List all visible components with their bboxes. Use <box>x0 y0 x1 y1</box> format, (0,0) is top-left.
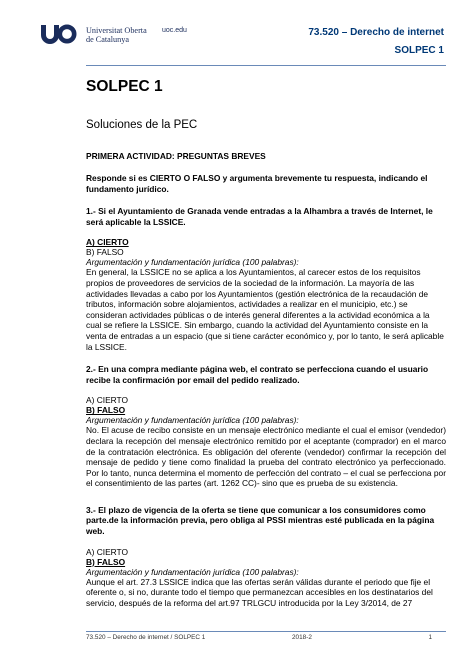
option-b: B) FALSO <box>86 247 124 258</box>
option-a: A) CIERTO <box>86 395 129 406</box>
site-link[interactable]: uoc.edu <box>162 27 187 34</box>
option-a-selected: A) CIERTO <box>86 237 129 248</box>
page-footer <box>86 634 446 648</box>
course-title: 73.520 – Derecho de internet <box>308 27 444 38</box>
university-name <box>86 26 147 44</box>
uoc-logo-icon <box>40 24 80 44</box>
answer-text: Aunque el art. 27.3 LSSICE indica que las ofertas serán válidas durante el periodo que fije el oferente o, si no, durante todo el tiempo que permanezcan accesibles en los destinatarios del servicio, después de la reforma del art.97 TRLGCU introducida por la Ley 3/2014, de 27 <box>86 576 433 608</box>
question-text: 1.- Si el Ayuntamiento de Granada vende entradas a la Alhambra a través de Internet, le será aplicable la LSSICE. <box>86 206 433 227</box>
footer-semester: 2018-2 <box>292 634 312 641</box>
question-block <box>86 206 446 352</box>
question-block <box>86 364 446 489</box>
footer-course: 73.520 – Derecho de internet / SOLPEC 1 <box>86 634 206 641</box>
university-line-2: de Catalunya <box>86 35 129 44</box>
option-b-selected: B) FALSO <box>86 405 126 416</box>
document-title: SOLPEC 1 <box>86 78 163 95</box>
document-body <box>86 70 446 608</box>
answer-text: No. El acuse de recibo consiste en un mensaje electrónico mediante el cual el emisor (vendedor) declara la recepción del mensaje electrónico remitido por el aceptante (comprador) en el marco de la contratación electrónica. Es obligación del oferente (vendedor) confirmar la recepción del mensaje de pedido y tiene como finalidad la prueba del contrato electrónico ya perfeccionado. Por lo tanto, nunca determina el momento de perfección del contrato – el cual se perfecciona por el consentimiento de las partes (art. 1262 CC)- sino que es prueba de su existencia. <box>86 425 446 489</box>
question-text: 3.- El plazo de vigencia de la oferta se tiene que comunicar a los consumidores como parte.de la información previa, pero obliga al PSSI mientras esté publicada en la página web. <box>86 504 435 537</box>
page-number: 1 <box>428 634 432 641</box>
answer-text: En general, la LSSICE no se aplica a los Ayuntamientos, al carecer estos de los requisitos propios de proveedores de servicios de la sociedad de la información. La mayoría de las actividades llevadas a cabo por los Ayuntamientos (gestión electrónica de la recaudación de tributos, información sobre alojamientos, actividades a realizar en el municipio, etc.) se consideran actividades públicas o de interés general diferentes a la actividad económica a la cual se refiere la LSSICE. Sin embargo, cuando la actividad del Ayuntamiento consiste en la venta de entradas a un espacio (que si tiene carácter económico y, por lo tanto, le será aplicable la LSSICE. <box>86 267 444 352</box>
question-block <box>86 505 446 609</box>
argument-label: Argumentación y fundamentación jurídica (100 palabras): <box>86 257 299 268</box>
argument-label: Argumentación y fundamentación jurídica (100 palabras): <box>86 566 299 577</box>
doc-code: SOLPEC 1 <box>394 45 444 56</box>
option-a: A) CIERTO <box>86 546 129 557</box>
section-heading: PRIMERA ACTIVIDAD: PREGUNTAS BREVES <box>86 151 266 161</box>
uoc-logo <box>40 24 80 44</box>
page-header <box>40 22 444 62</box>
instructions: Responde si es CIERTO O FALSO y argumenta brevemente tu respuesta, indicando el fundamento jurídico. <box>86 173 428 194</box>
footer-rule <box>86 631 446 632</box>
university-line-1: Universitat Oberta <box>86 26 147 35</box>
option-b-selected: B) FALSO <box>86 556 126 567</box>
question-text: 2.- En una compra mediante página web, el contrato se perfecciona cuando el usuario recibe la confirmación por email del pedido realizado. <box>86 364 429 385</box>
document-subtitle: Soluciones de la PEC <box>86 119 198 131</box>
argument-label: Argumentación y fundamentación jurídica (100 palabras): <box>86 415 299 426</box>
header-rule <box>86 65 446 66</box>
